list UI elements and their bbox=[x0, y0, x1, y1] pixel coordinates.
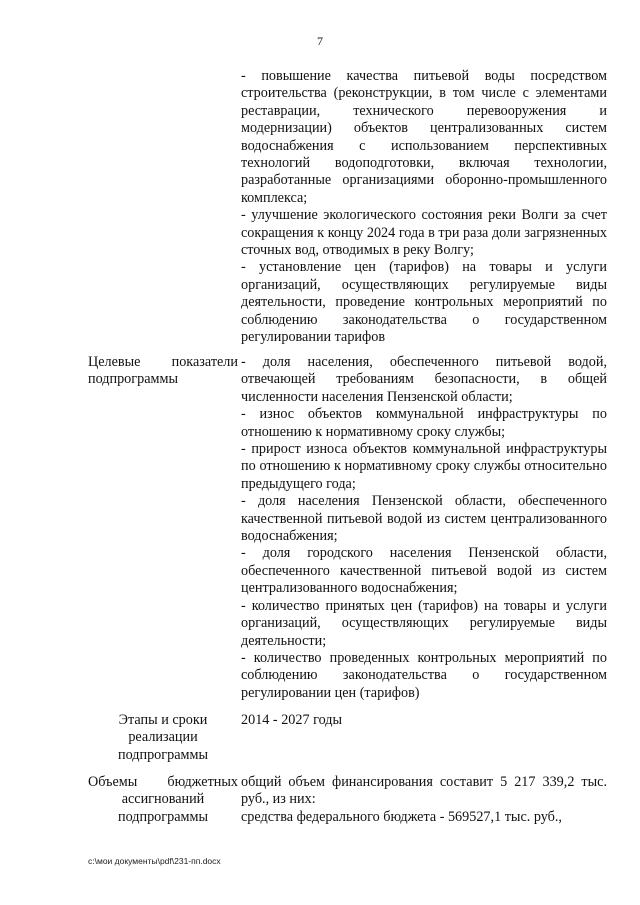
stages-label-line: реализации bbox=[128, 729, 198, 746]
stages-content bbox=[241, 712, 607, 729]
indicators-label-line: подпрограммы bbox=[88, 371, 178, 388]
funding-content bbox=[241, 774, 607, 826]
list-item: - количество проведенных контрольных мероприятий по соблюдению законодательства о государственном регулировании цен (тарифов) bbox=[241, 649, 607, 701]
list-item: - доля населения Пензенской области, обеспеченного качественной питьевой водой из систем централизованного водоснабжения; bbox=[241, 493, 607, 545]
funding-label-line: Объемы бюджетных bbox=[88, 774, 238, 790]
list-item: - улучшение экологического состояния реки Волги за счет сокращения к концу 2024 года в три раза доли загрязненных сточных вод, отводимых в реку Волгу; bbox=[241, 207, 607, 259]
indicators-label-line: Целевые показатели bbox=[88, 354, 238, 370]
list-item: - повышение качества питьевой воды посредством строительства (реконструкции, в том числе с элементами реставрации, технического перевооружения и модернизации) объектов централизованных систем водоснабжения с использованием перспективных технологий водоподготовки, включая технологии, разработанные организациями оборонно-промышленного комплекса; bbox=[241, 68, 607, 206]
list-item: - доля городского населения Пензенской области, обеспеченного качественной питьевой водой из систем централизованного водоснабжения; bbox=[241, 545, 607, 597]
funding-label-line: ассигнований bbox=[121, 791, 205, 808]
funding-line: общий объем финансирования составит 5 217 339,2 тыс. руб., из них: bbox=[241, 774, 607, 808]
list-item: - прирост износа объектов коммунальной инфраструктуры по отношению к нормативному сроку службы относительно предыдущего года; bbox=[241, 441, 607, 492]
footer-file-path: c:\мои документы\pdf\231-пп.docx bbox=[88, 856, 221, 866]
page-number: 7 bbox=[317, 34, 323, 48]
indicators-label bbox=[88, 354, 238, 389]
stages-label-line: Этапы и сроки bbox=[118, 712, 208, 728]
stages-label bbox=[88, 712, 238, 764]
list-item: - износ объектов коммунальной инфраструктуры по отношению к нормативному сроку службы; bbox=[241, 406, 607, 440]
indicators-content bbox=[241, 354, 607, 702]
stages-value: 2014 - 2027 годы bbox=[241, 712, 343, 728]
funding-label bbox=[88, 774, 238, 826]
funding-line: средства федерального бюджета - 569527,1 тыс. руб., bbox=[241, 808, 562, 825]
continued-content bbox=[241, 68, 607, 347]
list-item: - количество принятых цен (тарифов) на товары и услуги организаций, осуществляющих регулируемые виды деятельности; bbox=[241, 597, 607, 649]
list-item: - установление цен (тарифов) на товары и услуги организаций, осуществляющих регулируемые виды деятельности, проведение контрольных мероприятий по соблюдению законодательства о государственном регулировании тарифов bbox=[241, 259, 607, 346]
list-item: - доля населения, обеспеченного питьевой водой, отвечающей требованиям безопасности, в общей численности населения Пензенской области; bbox=[241, 354, 607, 405]
stages-label-line: подпрограммы bbox=[118, 746, 208, 763]
funding-label-line: подпрограммы bbox=[118, 808, 208, 825]
